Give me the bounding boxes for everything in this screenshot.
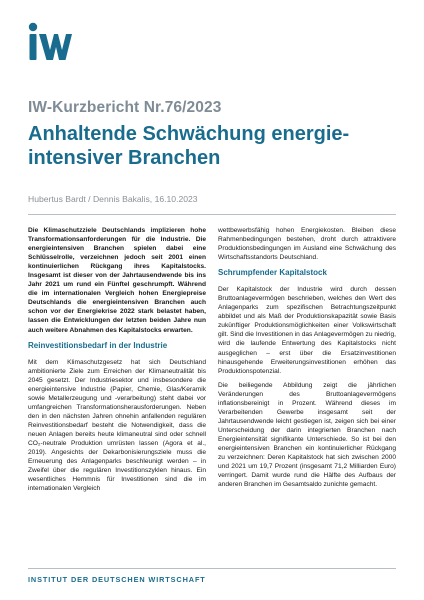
right-column xyxy=(218,226,396,494)
top-divider xyxy=(28,214,396,215)
section-heading-capital-stock: Schrumpfender Kapitalstock xyxy=(218,268,327,278)
body-paragraph-continued: wettbewerbsfähig hohen Energiekosten. Bleiben diese Rahmenbedingungen bestehen, droht durch attraktivere Produktionsbedingungen im Ausland eine Schwächung des Wirtschaftsstandorts Deutschland. xyxy=(218,227,396,262)
body-paragraph: Der Kapitalstock der Industrie wird durch dessen Bruttoanlagevermögen beschrieben, welches den Wert des Anlagenparks zum spezifischen Betrachtungszeitpunkt abbildet und als Maß der Produktionskapazität sowie Basis zukünftiger Produktionsmöglichkeiten einer Volkswirtschaft gilt. Sind die Investitionen in das Anlagevermögen zu niedrig, wird die laufende Entwertung des Kapitalstocks nicht ausgeglichen – erst über die Ersatzinvestitionen hinausgehende Erweiterungsinvestitionen erhöhen das Produktionspotenzial. xyxy=(218,286,396,375)
left-column xyxy=(28,226,206,498)
section-heading-reinvestment: Reinvestitionsbedarf in der Industrie xyxy=(28,340,168,350)
iw-logo xyxy=(28,20,72,64)
institute-footer: INSTITUT DER DEUTSCHEN WIRTSCHAFT xyxy=(28,575,206,584)
authors-date: Hubertus Bardt / Dennis Bakalis, 16.10.2023 xyxy=(28,194,198,204)
footer-divider xyxy=(28,568,396,569)
report-series-number: IW-Kurzbericht Nr.76/2023 xyxy=(28,99,222,116)
body-paragraph: Mit dem Klimaschutzgesetz hat sich Deutschland ambitionierte Ziele zum Erreichen der Klimaneutralität bis 2045 gesetzt. Der Industriesektor und insbesondere die energieintensive Industrie (Papier, Chemie, Glas/Keramik sowie Metallerzeugung und -verarbeitung) steht dabei vor umfangreichen Transformationsherausforderungen. Neben den in den nächsten Jahren ohnehin anfallenden regulären Reinvestitionsbedarf besteht die Notwendigkeit, dass die neuen Anlagen bereits heute klimaneutral sind oder schnell CO₂-neutrale Produktion umrüsten lassen (Agora et al., 2019). Angesichts der Dekarbonisierungsziele muss die Erneuerung des Anlagenparks beschleunigt werden – in Zweifel über die regulären Investitionszyklen hinaus. Ein wesentliches Hemmnis für Investitionen sind die im internationalen Vergleich xyxy=(28,358,206,493)
body-paragraph: Die beiliegende Abbildung zeigt die jährlichen Veränderungen des Bruttoanlagevermögens inflationsbereinigt in Prozent. Während dieses im Verarbeitenden Gewerbe insgesamt seit der Jahrtausendwende leicht gestiegen ist, zeigen sich bei einer Unterscheidung der darin integrierten Branchen nach Energieintensität signifikante Unterschiede. So ist bei den energieintensiven Branchen ein kontinuierlicher Rückgang zu verzeichnen: Deren Kapitalstock hat sich zwischen 2000 und 2021 um 19,7 Prozent (insgesamt 71,2 Milliarden Euro) verringert. Damit wurde rund die Hälfte des Aufbaus der anderen Branchen im Gesamtsaldo zunichte gemacht. xyxy=(218,381,396,489)
report-title: Anhaltende Schwächung energie-intensiver Branchen xyxy=(28,123,350,169)
lead-paragraph: Die Klimaschutzziele Deutschlands implizieren hohe Transformationsanforderungen für die Industrie. Die energieintensiven Branchen spielen dabei eine Schlüsselrolle, verzeichnen jedoch seit 2001 einen kontinuierlichen Rückgang ihres Kapitalstocks. Insgesamt ist dieser von der Jahrtausendwende bis ins Jahr 2021 um rund ein Fünftel geschrumpft. Während die im internationalen Vergleich hohen Energiepreise Deutschlands die energieintensiven Branchen auch schon vor der Energiekrise 2022 stark belastet haben, lassen die Entwicklungen der letzten beiden Jahre nun auch weitere Abnahmen des Kapitalstocks erwarten. xyxy=(28,227,206,334)
